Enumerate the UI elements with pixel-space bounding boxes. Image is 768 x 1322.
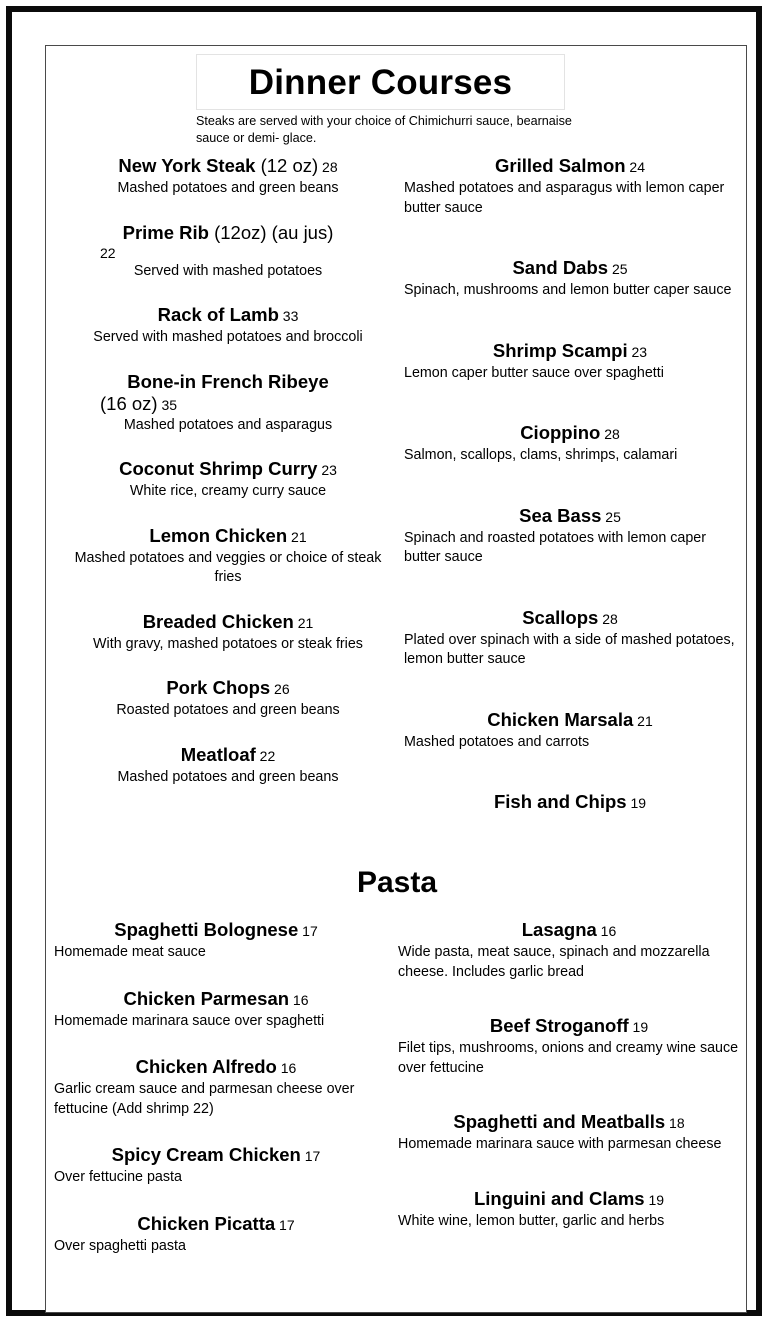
menu-item-title: Lemon Chicken xyxy=(149,524,288,546)
menu-item-name xyxy=(54,1212,378,1237)
menu-item xyxy=(70,610,386,655)
menu-item xyxy=(54,1055,378,1119)
menu-item-title: Spaghetti and Meatballs xyxy=(453,1111,666,1132)
menu-item xyxy=(54,1212,378,1257)
menu-item-price: 28 xyxy=(600,426,620,442)
menu-item-price: 16 xyxy=(289,991,309,1008)
menu-item-title: Scallops xyxy=(522,606,599,628)
menu-item-portion-line xyxy=(70,393,386,416)
menu-item xyxy=(54,918,378,963)
menu-item-title: Rack of Lamb xyxy=(157,304,279,325)
menu-item-description: Garlic cream sauce and parmesan cheese over fettucine (Add shrimp 22) xyxy=(54,1081,355,1117)
menu-item-name xyxy=(54,918,378,943)
menu-item-description: Mashed potatoes and asparagus xyxy=(123,416,333,433)
menu-item-description: Mashed potatoes and asparagus with lemon caper butter sauce xyxy=(404,180,725,216)
menu-item xyxy=(396,154,744,218)
menu-item-price: 28 xyxy=(598,610,618,627)
menu-item-name xyxy=(70,743,386,768)
menu-item-title: Chicken Picatta xyxy=(137,1212,276,1234)
menu-item-price: 17 xyxy=(300,1148,321,1164)
menu-item xyxy=(396,504,744,568)
menu-item-description: White wine, lemon butter, garlic and herbs xyxy=(398,1212,665,1229)
menu-item-description: Served with mashed potatoes xyxy=(133,262,323,279)
menu-item-title: Coconut Shrimp Curry xyxy=(119,458,318,479)
menu-item-title: Sea Bass xyxy=(519,504,602,526)
menu-item xyxy=(396,339,744,384)
menu-item-description: Over fettucine pasta xyxy=(54,1169,182,1185)
menu-item xyxy=(70,221,386,282)
menu-item-description: Lemon caper butter sauce over spaghetti xyxy=(404,364,664,381)
menu-item xyxy=(70,676,386,721)
menu-item-title: Lasagna xyxy=(521,919,597,940)
menu-item-price: 33 xyxy=(278,308,299,324)
menu-item-title: New York Steak xyxy=(118,155,256,176)
menu-item-name xyxy=(394,1187,744,1212)
menu-item xyxy=(396,256,744,301)
menu-item-price: 28 xyxy=(318,159,338,175)
menu-item xyxy=(70,303,386,348)
menu-item-price: 23 xyxy=(317,462,337,478)
menu-item-name xyxy=(396,504,744,529)
menu-item-description: Salmon, scallops, clams, shrimps, calamari xyxy=(404,447,678,463)
menu-item xyxy=(54,1143,378,1188)
pasta-section-heading: Pasta xyxy=(356,866,438,899)
menu-item-price: 18 xyxy=(665,1115,685,1131)
menu-item-price: 26 xyxy=(270,681,290,697)
menu-item-name xyxy=(54,987,378,1012)
menu-item-title: Grilled Salmon xyxy=(494,155,626,176)
menu-item-description: Mashed potatoes and veggies or choice of steak fries xyxy=(74,549,382,585)
menu-item-portion: (12oz) (au jus) xyxy=(208,221,334,243)
menu-item-price: 19 xyxy=(626,795,647,811)
dinner-left-column xyxy=(46,154,386,815)
menu-item-name xyxy=(396,606,744,631)
menu-inner-border xyxy=(45,45,747,1313)
menu-item-price: 25 xyxy=(601,508,621,525)
menu-item xyxy=(394,1110,744,1155)
pasta-right-column xyxy=(386,918,747,1256)
menu-item-name xyxy=(70,303,386,328)
pasta-left-column xyxy=(46,918,386,1256)
menu-item-description: Mashed potatoes and green beans xyxy=(117,180,339,196)
menu-item-description: White rice, creamy curry sauce xyxy=(129,483,327,499)
menu-item-price: 24 xyxy=(625,159,646,175)
menu-item-name xyxy=(396,421,744,446)
menu-item-title: Cioppino xyxy=(520,422,601,443)
menu-item-price: 16 xyxy=(276,1060,297,1076)
menu-item-description: Spinach and roasted potatoes with lemon caper butter sauce xyxy=(404,529,707,565)
menu-item-name xyxy=(70,370,386,393)
menu-item xyxy=(396,606,744,670)
menu-item-price: 22 xyxy=(100,244,116,261)
menu-item-description: With gravy, mashed potatoes or steak fries xyxy=(93,635,363,652)
menu-item-description: Homemade marinara sauce over spaghetti xyxy=(54,1012,325,1029)
menu-item xyxy=(70,457,386,502)
menu-item-name xyxy=(394,918,744,943)
menu-item-name xyxy=(396,256,744,281)
menu-item-name xyxy=(70,524,386,549)
dinner-right-column xyxy=(386,154,747,815)
menu-item xyxy=(394,918,744,982)
menu-item-title: Shrimp Scampi xyxy=(492,339,628,361)
menu-item-description: Spinach, mushrooms and lemon butter caper sauce xyxy=(404,282,732,298)
menu-item-name xyxy=(394,1110,744,1135)
menu-item xyxy=(396,708,744,753)
menu-item-price: 35 xyxy=(157,396,178,413)
menu-item xyxy=(396,790,744,815)
menu-item-price: 19 xyxy=(644,1191,665,1208)
menu-item-portion: (12 oz) xyxy=(255,155,319,176)
pasta-section xyxy=(46,918,747,1256)
menu-item-title: Chicken Alfredo xyxy=(135,1056,277,1077)
menu-item-price: 16 xyxy=(596,923,617,939)
dinner-courses-section xyxy=(46,154,747,815)
menu-item-price: 22 xyxy=(255,747,276,764)
page-title: Dinner Courses xyxy=(248,62,513,102)
menu-item-title: Sand Dabs xyxy=(512,257,609,278)
menu-item-name xyxy=(70,221,386,244)
menu-item-description: Mashed potatoes and green beans xyxy=(117,768,339,785)
menu-item-price: 21 xyxy=(287,528,307,545)
menu-item-name xyxy=(396,790,744,815)
menu-item-name xyxy=(70,676,386,701)
menu-item xyxy=(70,154,386,199)
menu-item-price: 17 xyxy=(275,1216,295,1233)
menu-item-description: Wide pasta, meat sauce, spinach and mozzarella cheese. Includes garlic bread xyxy=(398,944,710,980)
menu-item-price: 19 xyxy=(628,1019,649,1035)
menu-item-description: Roasted potatoes and green beans xyxy=(116,702,340,718)
menu-item-title: Meatloaf xyxy=(180,743,256,765)
menu-item-description: Over spaghetti pasta xyxy=(54,1237,186,1254)
menu-item-price: 23 xyxy=(627,343,648,360)
menu-item xyxy=(54,987,378,1032)
menu-item xyxy=(70,524,386,588)
menu-item-name xyxy=(54,1055,378,1080)
menu-item-price: 25 xyxy=(608,261,628,277)
menu-item-description: Served with mashed potatoes and broccoli xyxy=(93,329,363,345)
menu-item-price: 17 xyxy=(298,923,318,939)
menu-item-price: 21 xyxy=(633,712,653,729)
menu-item-name xyxy=(70,457,386,482)
menu-item-description: Mashed potatoes and carrots xyxy=(404,733,590,750)
menu-item-price: 21 xyxy=(293,614,314,631)
menu-item-name xyxy=(394,1014,744,1039)
menu-item-name xyxy=(54,1143,378,1168)
menu-item-name xyxy=(396,708,744,733)
menu-item-title: Chicken Marsala xyxy=(487,708,634,730)
menu-item xyxy=(70,743,386,788)
menu-item-name xyxy=(396,154,744,179)
menu-item-description: Filet tips, mushrooms, onions and creamy wine sauce over fettucine xyxy=(398,1040,739,1076)
menu-item-name xyxy=(70,610,386,635)
menu-item-title: Bone-in French Ribeye xyxy=(127,370,329,392)
steak-sauce-note: Steaks are served with your choice of Chimichurri sauce, bearnaise sauce or demi- glace. xyxy=(196,114,572,145)
menu-item-portion: (16 oz) xyxy=(100,392,158,414)
menu-item-title: Prime Rib xyxy=(122,221,209,243)
menu-item-title: Beef Stroganoff xyxy=(489,1015,629,1036)
menu-item-title: Chicken Parmesan xyxy=(123,987,290,1009)
menu-item-title: Spaghetti Bolognese xyxy=(114,919,299,940)
menu-title-box xyxy=(196,54,565,110)
menu-item-description: Plated over spinach with a side of mashed potatoes, lemon butter sauce xyxy=(404,631,735,667)
menu-item xyxy=(394,1187,744,1232)
menu-item-title: Pork Chops xyxy=(166,677,271,698)
menu-item-title: Spicy Cream Chicken xyxy=(111,1144,301,1165)
menu-item-title: Fish and Chips xyxy=(493,791,627,812)
menu-item xyxy=(396,421,744,466)
menu-item-name xyxy=(396,339,744,364)
menu-item-name xyxy=(70,154,386,179)
menu-item-description: Homemade meat sauce xyxy=(54,944,206,960)
menu-outer-border xyxy=(6,6,762,1316)
menu-item-title: Breaded Chicken xyxy=(142,610,294,632)
menu-item xyxy=(394,1014,744,1078)
menu-item-title: Linguini and Clams xyxy=(473,1187,645,1209)
menu-item-description: Homemade marinara sauce with parmesan cheese xyxy=(398,1136,722,1152)
menu-item xyxy=(70,370,386,436)
